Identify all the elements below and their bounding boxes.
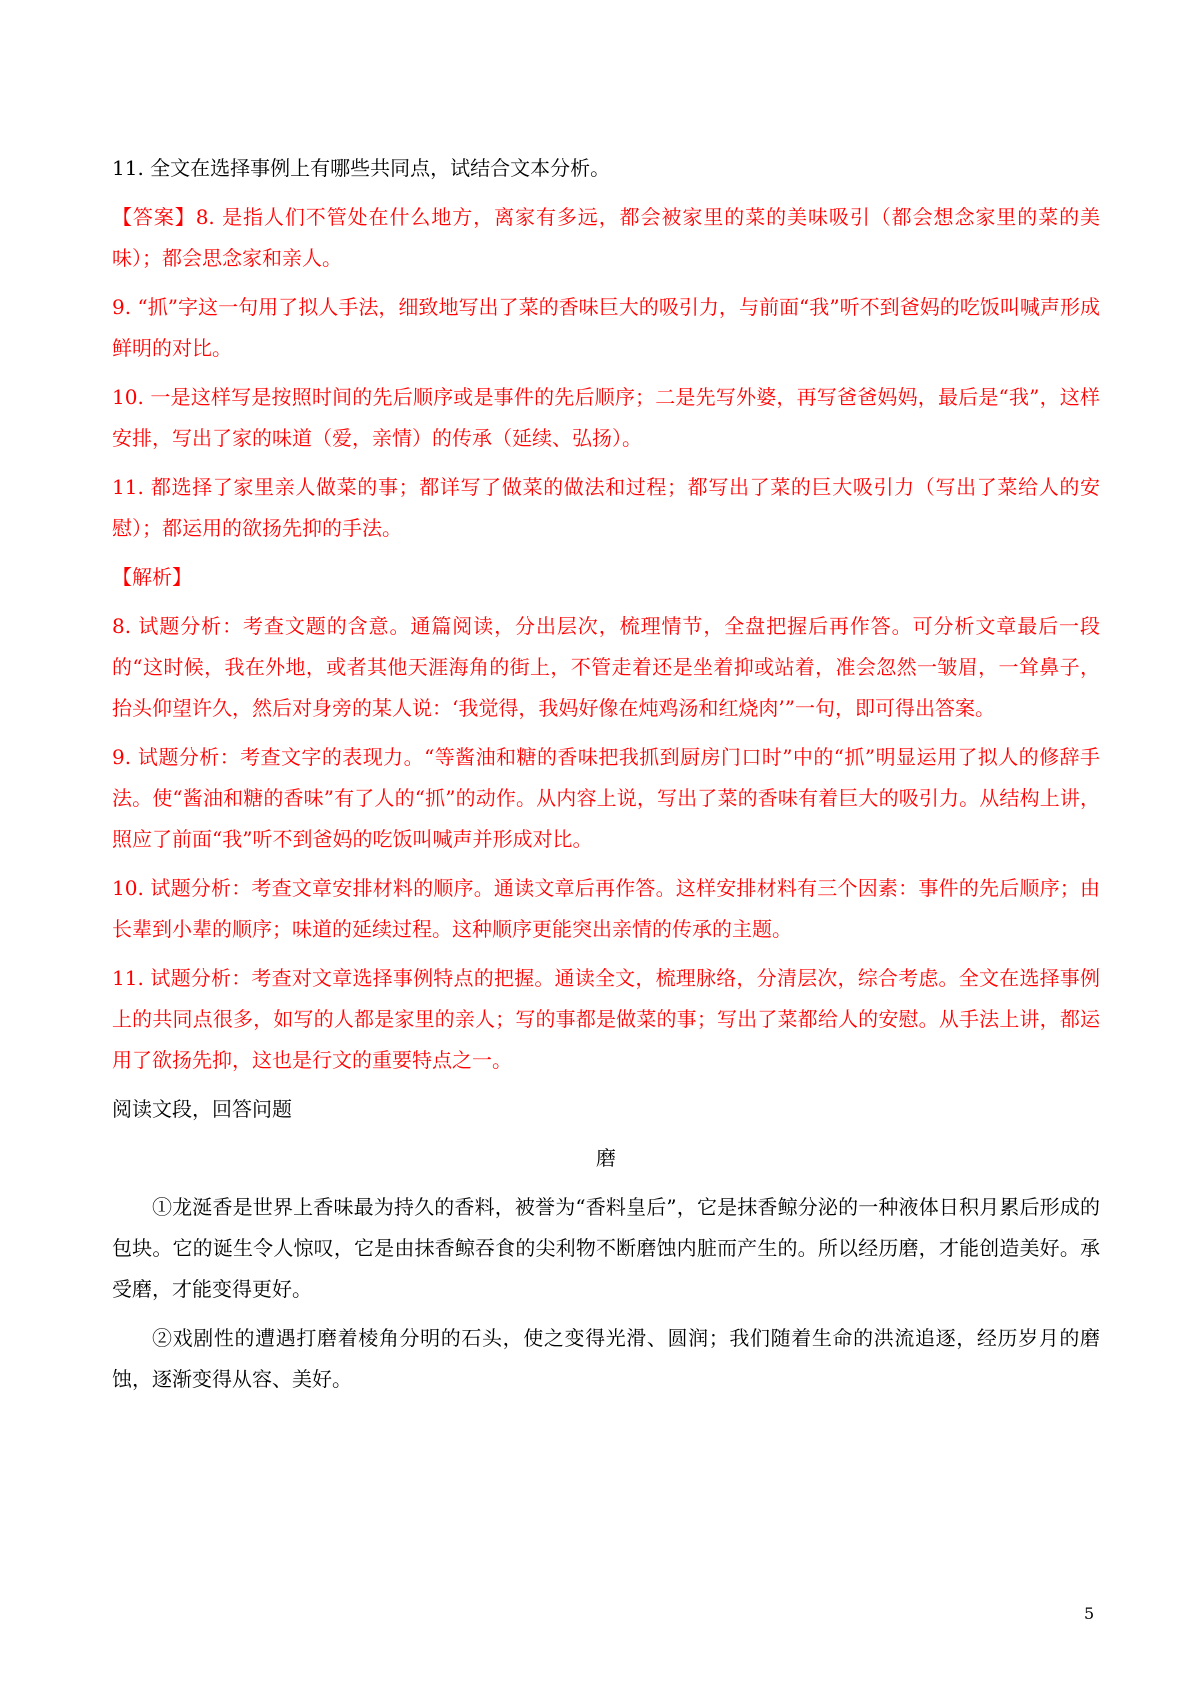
answer-8 — [112, 197, 1100, 279]
analysis-10: 10. 试题分析：考查文章安排材料的顺序。通读文章后再作答。这样安排材料有三个因素：事件的先后顺序；由长辈到小辈的顺序；味道的延续过程。这种顺序更能突出亲情的传承的主题。 — [112, 876, 1100, 941]
passage-paragraph-1: ①龙涎香是世界上香味最为持久的香料，被誉为“香料皇后”，它是抹香鲸分泌的一种液体日积月累后形成的包块。它的诞生令人惊叹，它是由抹香鲸吞食的尖利物不断磨蚀内脏而产生的。所以经历磨，才能创造美好。承受磨，才能变得更好。 — [112, 1195, 1100, 1301]
answer-11: 11. 都选择了家里亲人做菜的事；都详写了做菜的做法和过程；都写出了菜的巨大吸引力（写出了菜给人的安慰）；都运用的欲扬先抑的手法。 — [112, 475, 1100, 540]
reading-prompt: 阅读文段，回答问题 — [112, 1097, 292, 1121]
question-11: 11. 全文在选择事例上有哪些共同点，试结合文本分析。 — [112, 156, 611, 180]
passage-title: 磨 — [596, 1146, 616, 1170]
analysis-11: 11. 试题分析：考查对文章选择事例特点的把握。通读全文，梳理脉络，分清层次，综合考虑。全文在选择事例上的共同点很多，如写的人都是家里的亲人；写的事都是做菜的事；写出了菜都给人的安慰。从手法上讲，都运用了欲扬先抑，这也是行文的重要特点之一。 — [112, 966, 1100, 1072]
answer-label: 【答案】 — [112, 205, 196, 229]
analysis-label: 【解析】 — [112, 565, 192, 589]
analysis-8: 8. 试题分析：考查文题的含意。通篇阅读，分出层次，梳理情节，全盘把握后再作答。可分析文章最后一段的“这时候，我在外地，或者其他天涯海角的街上，不管走着还是坐着抑或站着，准会忽然一皱眉，一耸鼻子，抬头仰望许久，然后对身旁的某人说：‘我觉得，我妈好像在炖鸡汤和红烧肉’”一句，即可得出答案。 — [112, 614, 1100, 720]
answer-10: 10. 一是这样写是按照时间的先后顺序或是事件的先后顺序；二是先写外婆，再写爸爸妈妈，最后是“我”，这样安排，写出了家的味道（爱，亲情）的传承（延续、弘扬）。 — [112, 385, 1100, 450]
page-number: 5 — [1084, 1604, 1095, 1623]
answer-8-text: 8. 是指人们不管处在什么地方，离家有多远，都会被家里的菜的美味吸引（都会想念家里的菜的美味）；都会思念家和亲人。 — [112, 205, 1100, 270]
answer-9: 9. “抓”字这一句用了拟人手法，细致地写出了菜的香味巨大的吸引力，与前面“我”听不到爸妈的吃饭叫喊声形成鲜明的对比。 — [112, 295, 1100, 360]
page-content — [112, 148, 1100, 1408]
passage-paragraph-2: ②戏剧性的遭遇打磨着棱角分明的石头，使之变得光滑、圆润；我们随着生命的洪流追逐，经历岁月的磨蚀，逐渐变得从容、美好。 — [112, 1326, 1100, 1391]
analysis-9: 9. 试题分析：考查文字的表现力。“等酱油和糖的香味把我抓到厨房门口时”中的“抓”明显运用了拟人的修辞手法。使“酱油和糖的香味”有了人的“抓”的动作。从内容上说，写出了菜的香味有着巨大的吸引力。从结构上讲，照应了前面“我”听不到爸妈的吃饭叫喊声并形成对比。 — [112, 745, 1100, 851]
